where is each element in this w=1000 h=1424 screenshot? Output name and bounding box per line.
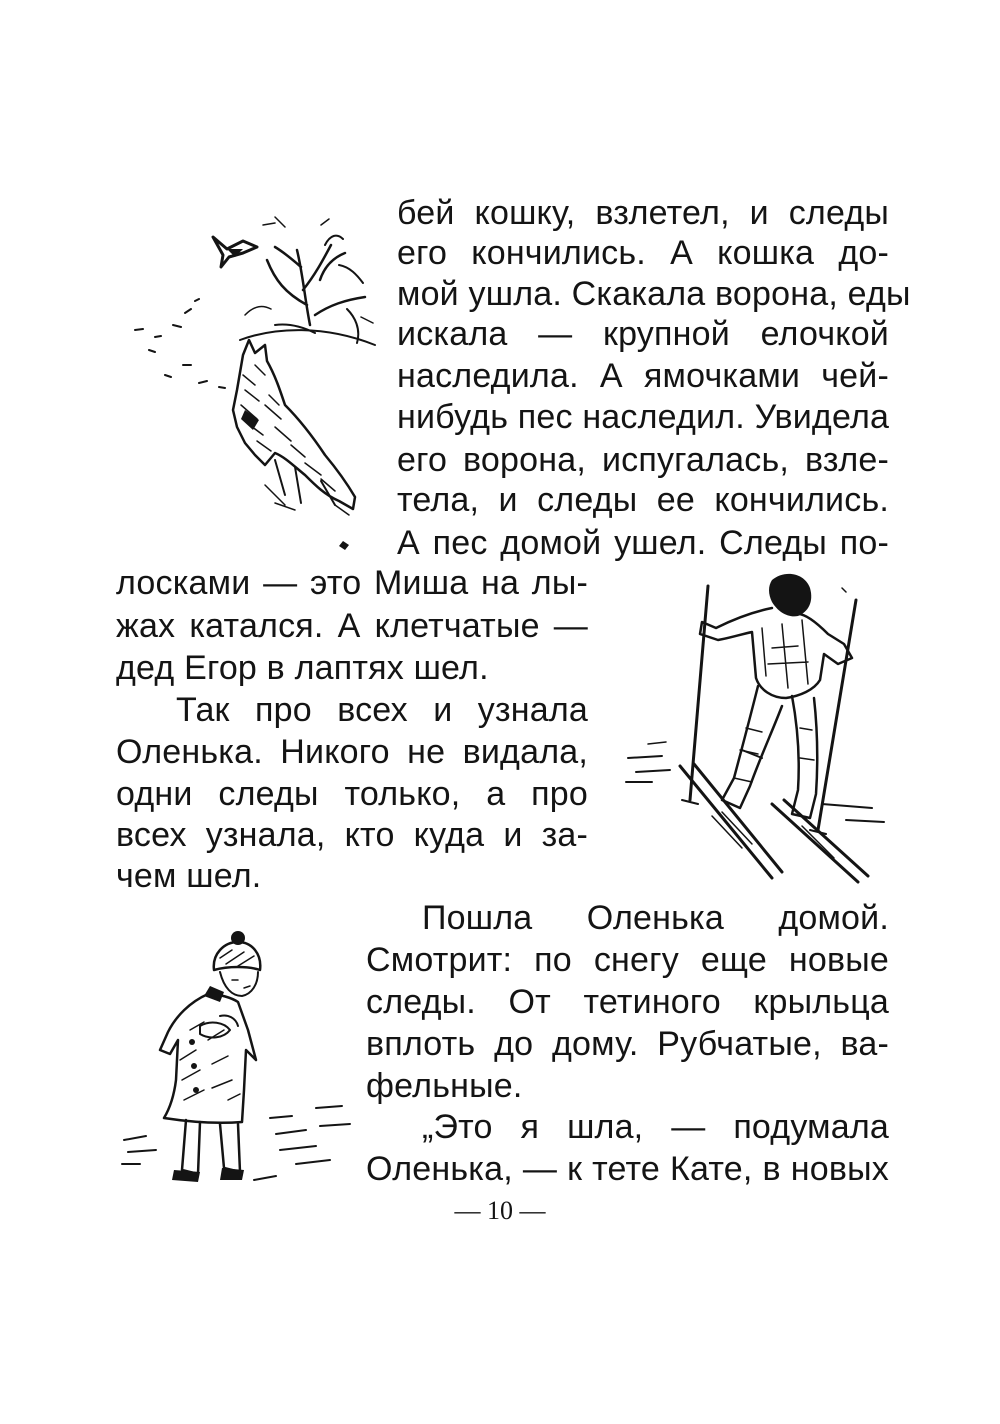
text-line: следы. От тетиного крыльца: [366, 983, 889, 1021]
text-line: Оленька, — к тете Кате, в новых: [366, 1150, 889, 1188]
text-line: „Это я шла, — подумала: [422, 1108, 889, 1146]
text-line: лосками — это Миша на лы-: [116, 564, 588, 602]
text-line: дед Егор в лаптях шел.: [116, 649, 489, 687]
text-line: вплоть до дому. Рубчатые, ва-: [366, 1025, 889, 1063]
cat-bird-illustration: [125, 205, 380, 550]
text-line: его кончились. А кошка до-: [397, 234, 889, 272]
text-line: Так про всех и узнала: [176, 691, 588, 729]
text-line: наследила. А ямочками чей-: [397, 357, 889, 395]
text-line: искала — крупной елочкой: [397, 315, 889, 353]
text-line: нибудь пес наследил. Увидела: [397, 398, 890, 436]
text-line: всех узнала, кто куда и за-: [116, 816, 588, 854]
text-line: Оленька. Никого не видала,: [116, 733, 588, 771]
text-line: А пес домой ушел. Следы по-: [397, 524, 889, 562]
text-line: одни следы только, а про: [116, 775, 588, 813]
girl-illustration: [120, 930, 352, 1192]
skier-illustration: [622, 568, 886, 886]
text-line: тела, и следы ее кончились.: [397, 481, 889, 519]
text-line: Пошла Оленька домой.: [422, 899, 889, 937]
text-line: мой ушла. Скакала ворона, еды: [397, 275, 911, 313]
text-line: Смотрит: по снегу еще новые: [366, 941, 889, 979]
text-line: его ворона, испугалась, взле-: [397, 441, 889, 479]
page-number: — 10 —: [454, 1196, 546, 1225]
text-line: чем шел.: [116, 857, 262, 895]
text-line: бей кошку, взлетел, и следы: [397, 194, 889, 232]
text-line: фельные.: [366, 1067, 523, 1105]
text-line: жах катался. А клетчатые —: [116, 607, 588, 645]
